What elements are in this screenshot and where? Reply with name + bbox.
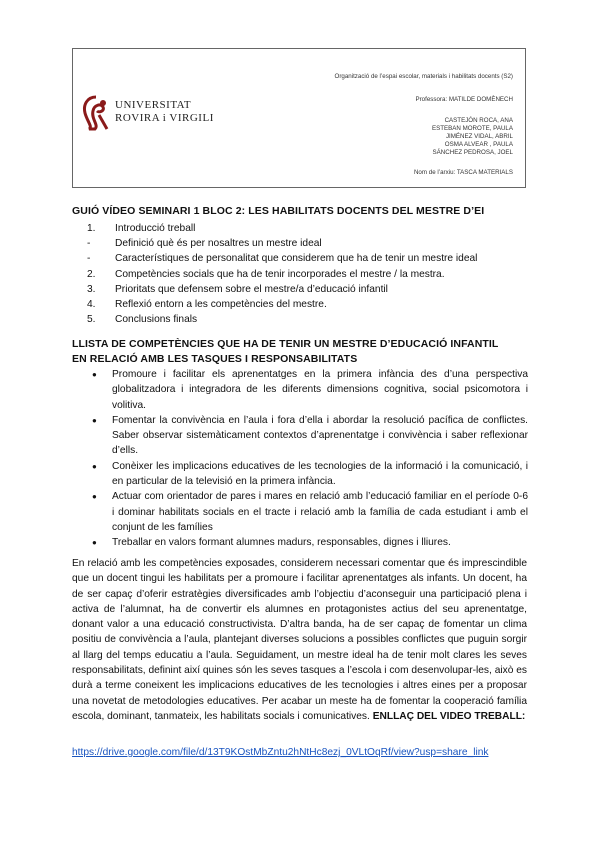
logo-line2: ROVIRA i VIRGILI — [115, 112, 214, 124]
list-text: Fomentar la convivència en l’aula i fora d’ella i abordar la resolució pacífica de conflictes. Saber observar sistemàticament contextos d’aprenentatge i convivència i saber reflexionar d’ells. — [112, 414, 528, 457]
professor: Professora: MATILDE DOMÈNECH — [415, 96, 513, 103]
author: JIMÉNEZ VIDAL, ABRIL — [445, 133, 513, 140]
list-text: Treballar en valors formant alumnes madurs, responsables, dignes i lliures. — [112, 537, 451, 549]
section2-title-line2: EN RELACIÓ AMB LES TASQUES I RESPONSABILITATS — [72, 353, 358, 365]
list-marker: 2. — [87, 268, 96, 280]
bullet-icon: ● — [92, 538, 97, 548]
list-item — [87, 267, 527, 282]
list-item — [87, 312, 527, 327]
list-text: Introducció treball — [115, 223, 196, 234]
author: CASTEJÓN ROCA, ANA — [444, 117, 513, 124]
file-name: Nom de l’arxiu: TASCA MATERIALS — [413, 169, 513, 176]
author: OSMA ALVEAR , PAULA — [444, 141, 513, 148]
list-marker: - — [87, 238, 91, 250]
authors-list — [432, 117, 513, 157]
list-marker: 1. — [87, 223, 96, 234]
list-item — [92, 489, 528, 535]
author: SÁNCHEZ PEDROSA, JOEL — [432, 149, 513, 156]
list-item — [87, 236, 527, 251]
list-item — [92, 413, 528, 459]
list-marker: - — [87, 253, 91, 265]
list-text: Característiques de personalitat que considerem que ha de tenir un mestre ideal — [115, 253, 478, 265]
link-label: ENLLAÇ DEL VIDEO TREBALL: — [372, 710, 526, 722]
competencies-list — [92, 367, 528, 551]
paragraph-text: En relació amb les competències exposades, considerem necessari comentar que és imprescindible que un docent tingui les habilitats per a promoure i facilitar aprenentatges als infants. Un docent, ha de ser capaç d’oferir estratègies diversificades amb l’objectiu d’aconseguir una participació plena i activa de l’alumnat, ha de convertir els alumnes en protagonistes actius del seu aprenentatge, donant valor a una educació constructivista. D’altra banda, ha de ser capaç de fomentar un clima positiu de convivència a l’aula, plantejant diverses solucions a possibles conflictes que puguin sorgir al llarg del temps educatiu a l’aula. Seguidament, un mestre ideal ha de tenir molt clares les seves responsabilitats, definint així quines són les seves tasques a l’escola i com desenvolupar-les, això es durà a terme coneixent les implicacions educatives de les tecnologies i altres eines per a proposar una novetat de metodologies educatives. Per acabar un meste ha de fomentar la cooperació família escola, dominant, tanmateix, les habilitats socials i comunicatives. — [72, 558, 527, 722]
list-text: Conclusions finals — [115, 314, 198, 326]
bullet-icon: ● — [92, 461, 97, 471]
list-marker: 4. — [87, 299, 96, 311]
section2-title — [72, 337, 532, 367]
bullet-icon: ● — [92, 415, 97, 425]
list-text: Actuar com orientador de pares i mares en relació amb l’educació familiar en el període 0-6 i dominar habilitats socials en el tracte i relació amb la família de cada estudiant i amb el conjunt de les famílies — [112, 491, 528, 533]
author: ESTEBAN MOROTE, PAULA — [431, 125, 513, 132]
list-item — [92, 535, 528, 550]
bullet-icon: ● — [92, 492, 97, 502]
body-paragraph — [72, 556, 527, 724]
video-link[interactable]: https://drive.google.com/file/d/13T9KOstMbZntu2hNtHc8ezj_0VLtOqRf/view?usp=share_link — [72, 747, 489, 758]
header-box — [72, 48, 526, 188]
outline-list — [87, 221, 527, 327]
list-item — [87, 251, 527, 266]
list-text: Conèixer les implicacions educatives de les tecnologies de la informació i la comunicació, i en particular de la televisió en la primera infància. — [112, 460, 528, 488]
list-item — [87, 297, 527, 312]
university-logo — [81, 95, 226, 131]
list-item — [87, 282, 527, 297]
bullet-icon: ● — [92, 370, 97, 379]
course-name: Organització de l’espai escolar, materials i habilitats docents (S2) — [334, 73, 513, 80]
logo-line1: UNIVERSITAT — [115, 99, 192, 111]
list-text: Definició què és per nosaltres un mestre ideal — [115, 238, 322, 250]
list-text: Competències socials que ha de tenir incorporades el mestre / la mestra. — [115, 268, 445, 280]
list-item — [87, 221, 527, 236]
list-marker: 3. — [87, 283, 96, 295]
university-logo-icon — [81, 95, 111, 131]
list-item — [92, 367, 528, 413]
section1-title: GUIÓ VÍDEO SEMINARI 1 BLOC 2: LES HABILITATS DOCENTS DEL MESTRE D’EI — [72, 205, 485, 217]
section2-title-line1: LLISTA DE COMPETÈNCIES QUE HA DE TENIR UN MESTRE D’EDUCACIÓ INFANTIL — [72, 338, 499, 350]
list-marker: 5. — [87, 314, 96, 326]
list-text: Prioritats que defensem sobre el mestre/a d’educació infantil — [115, 283, 388, 295]
list-item — [92, 459, 528, 490]
list-text: Reflexió entorn a les competències del mestre. — [115, 299, 327, 311]
list-text: Promoure i facilitar els aprenentatges en la primera infància des d’una perspectiva globalitzadora i integradora de les diferents dimensions cognitiva, social psicomotora i volitiva. — [112, 369, 528, 411]
